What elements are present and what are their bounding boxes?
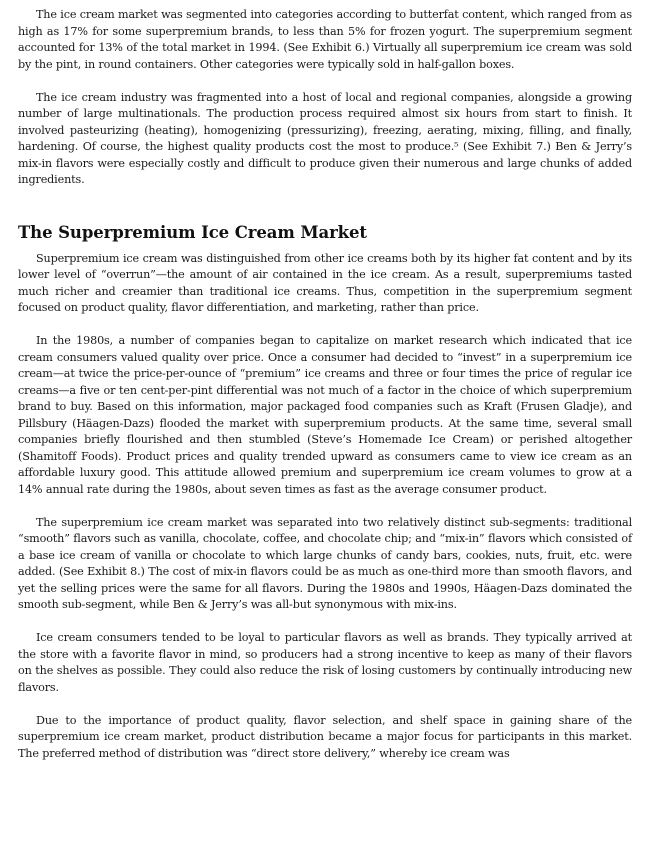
paragraph-consumer-loyalty: Ice cream consumers tended to be loyal to particular flavors as well as brands. They typically arrived at the store with a favorite flavor in mind, so producers had a strong incentive to keep as many of their flavors on the shelves as possible. They could also reduce the risk of losing customers by continually introducing new flavors. [18,631,632,694]
paragraph-1980s-market: In the 1980s, a number of companies began to capitalize on market research which indicated that ice cream consumers valued quality over price. Once a consumer had decided to “invest” in a superpremium ice cream—at twice the price-per-ounce of “premium” ice creams and three or four times the price of regular ice creams—a five or ten cent-per-pint differential was not much of a factor in the choice of which superpremium brand to buy. Based on this information, major packaged food companies such as Kraft (Frusen Gladje), and Pillsbury (Häagen-Dazs) flooded the market with superpremium products. At the same time, several small companies briefly flourished and then stumbled (Steve’s Homemade Ice Cream) or perished altogether (Shamitoff Foods). Product prices and quality trended upward as consumers came to view ice cream as an affordable luxury good. This attitude allowed premium and superpremium ice cream volumes to grow at a 14% annual rate during the 1980s, about seven times as fast as the average consumer product. [18,334,632,496]
section-heading: The Superpremium Ice Cream Market [18,222,367,242]
paragraph-industry-structure: The ice cream industry was fragmented into a host of local and regional companies, alongside a growing number of large multinationals. The production process required almost six hours from start to finish. It involved pasteurizing (heating), homogenizing (pressurizing), freezing, aerating, mixing, filling, and finally, hardening. Of course, the highest quality products cost the most to produce.⁵ (See Exhibit 7.) Ben & Jerry’s mix-in flavors were especially costly and difficult to produce given their numerous and large chunks of added ingredients. [18,90,632,186]
paragraph-distribution: Due to the importance of product quality, flavor selection, and shelf space in gaining share of the superpremium ice cream market, product distribution became a major focus for participants in this market. The preferred method of distribution was “direct store delivery,” whereby ice cream was [18,713,632,760]
paragraph-market-segmentation: The ice cream market was segmented into categories according to butterfat content, which ranged from as high as 17% for some superpremium brands, to less than 5% for frozen yogurt. The superpremium segment accounted for 13% of the total market in 1994. (See Exhibit 6.) Virtually all superpremium ice cream was sold by the pint, in round containers. Other categories were typically sold in half-gallon boxes. [18,8,632,71]
document-page [18,7,632,762]
paragraph-superpremium-definition: Superpremium ice cream was distinguished from other ice creams both by its higher fat content and by its lower level of “overrun”—the amount of air contained in the ice cream. As a result, superpremiums tasted much richer and creamier than traditional ice creams. Thus, competition in the superpremium segment focused on product quality, flavor differentiation, and marketing, rather than price. [18,251,632,314]
paragraph-sub-segments: The superpremium ice cream market was separated into two relatively distinct sub-segments: traditional “smooth” flavors such as vanilla, chocolate, coffee, and chocolate chip; and “mix-in” flavors which consisted of a base ice cream of vanilla or chocolate to which large chunks of candy bars, cookies, nuts, fruit, etc. were added. (See Exhibit 8.) The cost of mix-in flavors could be as much as one-third more than smooth flavors, and yet the selling prices were the same for all flavors. During the 1980s and 1990s, Häagen-Dazs dominated the smooth sub-segment, while Ben & Jerry’s was all-but synonymous with mix-ins. [18,515,632,611]
